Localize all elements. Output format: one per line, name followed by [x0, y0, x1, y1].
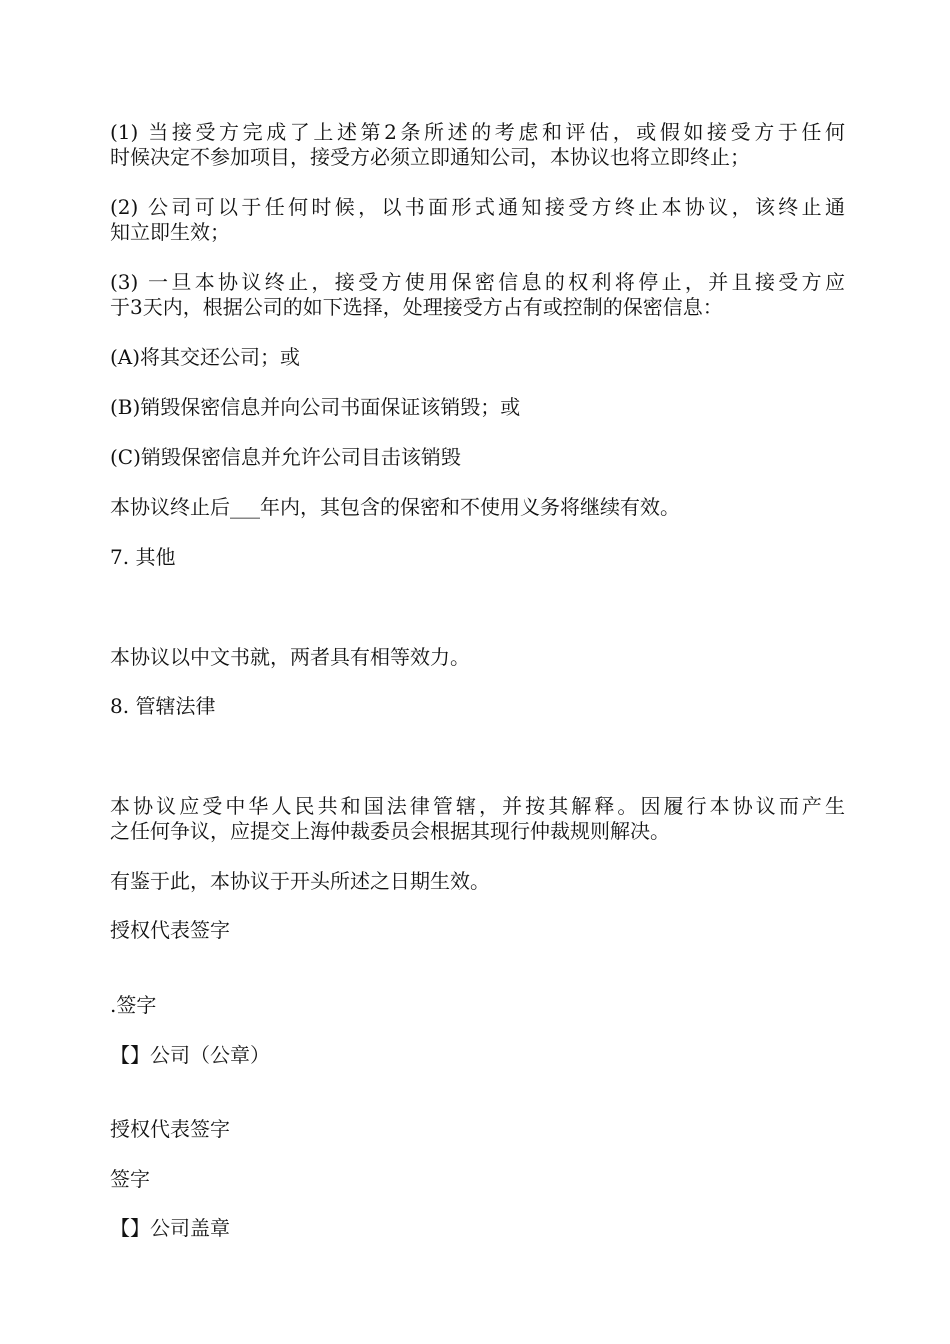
option-c: (C)销毁保密信息并允许公司目击该销毁	[110, 445, 461, 469]
authorized-rep-label-1: 授权代表签字	[110, 918, 230, 942]
signature-label-2: 签字	[110, 1167, 150, 1191]
section-7-body: 本协议以中文书就，两者具有相等效力。	[110, 645, 470, 669]
termination-item-3-line-1: (3) 一旦本协议终止，接受方使用保密信息的权利将停止，并且接受方应	[110, 270, 845, 294]
termination-item-1-line-2: 时候决定不参加项目，接受方必须立即通知公司，本协议也将立即终止；	[110, 145, 750, 169]
termination-item-2-line-1: (2) 公司可以于任何时候，以书面形式通知接受方终止本协议，该终止通	[110, 195, 845, 219]
authorized-rep-label-2: 授权代表签字	[110, 1117, 230, 1141]
survival-clause: 本协议终止后___年内，其包含的保密和不使用义务将继续有效。	[110, 495, 680, 519]
company-seal-1: 【】公司（公章）	[110, 1043, 270, 1067]
signature-label-1: .签字	[110, 993, 157, 1017]
section-8-heading: 8. 管辖法律	[110, 694, 216, 718]
option-b: (B)销毁保密信息并向公司书面保证该销毁；或	[110, 395, 521, 419]
section-7-heading: 7. 其他	[110, 545, 176, 569]
company-seal-2: 【】公司盖章	[110, 1216, 230, 1240]
termination-item-1-line-1: (1) 当接受方完成了上述第2条所述的考虑和评估，或假如接受方于任何	[110, 120, 845, 144]
section-8-body-line-1: 本协议应受中华人民共和国法律管辖，并按其解释。因履行本协议而产生	[110, 794, 845, 818]
termination-item-2-line-2: 知立即生效；	[110, 220, 230, 244]
witness-clause: 有鉴于此，本协议于开头所述之日期生效。	[110, 869, 490, 893]
termination-item-3-line-2: 于3天内，根据公司的如下选择，处理接受方占有或控制的保密信息：	[110, 295, 723, 319]
section-8-body-line-2: 之任何争议，应提交上海仲裁委员会根据其现行仲裁规则解决。	[110, 819, 670, 843]
option-a: (A)将其交还公司；或	[110, 345, 301, 369]
